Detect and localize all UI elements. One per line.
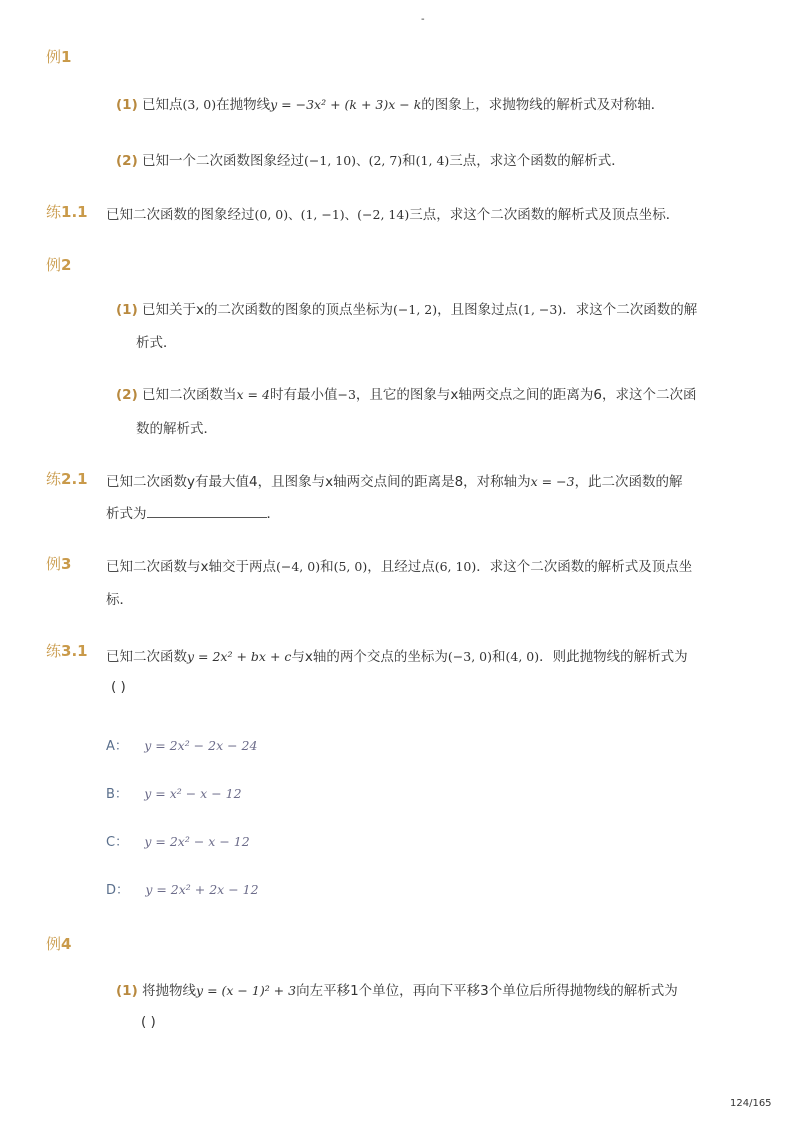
example-tag: 例 bbox=[46, 256, 62, 274]
math-point: (1, −3) bbox=[518, 302, 563, 317]
practice-2-1-label bbox=[46, 468, 88, 489]
example-tag: 例 bbox=[46, 48, 62, 66]
practice-1-1-text bbox=[106, 203, 679, 223]
header-mark: - bbox=[421, 14, 425, 25]
answer-paren[interactable]: ( ) bbox=[111, 679, 126, 695]
example-3-text bbox=[106, 555, 692, 575]
text: ，且它的图象与x轴两交点之间的距离为6，求这个二次函 bbox=[355, 387, 697, 403]
ex2-part2 bbox=[116, 383, 696, 403]
text: ，且图象过点 bbox=[437, 302, 519, 318]
ex2-part1 bbox=[116, 298, 697, 318]
math-equation: y = 2x² + bx + c bbox=[187, 649, 292, 664]
part-index: (2) bbox=[116, 387, 138, 403]
text: ．求这个二次函数的解析式及顶点坐 bbox=[476, 559, 693, 575]
math-point: (5, 0) bbox=[333, 559, 368, 574]
example-1-label bbox=[46, 46, 71, 67]
text: 的图象上，求抛物线的解析式及对称轴． bbox=[421, 97, 665, 113]
example-3-cont: 标． bbox=[106, 592, 133, 608]
part-index: (1) bbox=[116, 302, 138, 318]
example-number: 4 bbox=[61, 935, 72, 953]
text: ，且经过点 bbox=[367, 559, 435, 575]
text: 向左平移1个单位，再向下平移3个单位后所得抛物线的解析式为 bbox=[296, 983, 678, 999]
option-a[interactable] bbox=[106, 735, 257, 754]
text: 和 bbox=[402, 153, 416, 169]
text: 和 bbox=[320, 559, 334, 575]
text: 已知二次函数的图象经过 bbox=[106, 207, 255, 223]
text: ． bbox=[266, 506, 280, 522]
practice-number: 3.1 bbox=[61, 642, 88, 660]
text: 三点，求这个函数的解析式． bbox=[449, 153, 625, 169]
practice-tag: 练 bbox=[46, 203, 62, 221]
practice-3-1-text bbox=[106, 645, 688, 665]
part-index: (1) bbox=[116, 97, 138, 113]
text: 将抛物线 bbox=[142, 983, 197, 999]
ex2-part1-cont: 析式． bbox=[136, 335, 177, 351]
text: 析式为 bbox=[106, 506, 147, 522]
practice-3-1-label bbox=[46, 640, 88, 661]
ex4-part1 bbox=[116, 979, 678, 999]
option-label: D： bbox=[106, 883, 130, 898]
text: 已知一个二次函数图象经过 bbox=[142, 153, 305, 169]
text: 已知二次函数 bbox=[106, 649, 187, 665]
practice-number: 2.1 bbox=[61, 470, 88, 488]
text: 与x轴的两个交点的坐标为 bbox=[291, 649, 448, 665]
practice-2-1-cont bbox=[106, 502, 280, 522]
math-equation: y = (x − 1)² + 3 bbox=[196, 983, 297, 998]
text: 和 bbox=[491, 649, 506, 665]
math-point: (−4, 0) bbox=[276, 559, 321, 574]
option-c[interactable] bbox=[106, 831, 250, 850]
text: 时有最小值 bbox=[269, 387, 338, 403]
practice-1-1-label bbox=[46, 201, 88, 222]
option-text: y = 2x² − x − 12 bbox=[144, 834, 250, 849]
part-index: (1) bbox=[116, 983, 138, 999]
text: 已知二次函数与x轴交于两点 bbox=[106, 559, 276, 575]
example-3-label bbox=[46, 553, 71, 574]
answer-blank[interactable] bbox=[147, 505, 267, 518]
practice-number: 1.1 bbox=[61, 203, 88, 221]
practice-tag: 练 bbox=[46, 470, 62, 488]
text: ，此二次函数的解 bbox=[574, 474, 683, 490]
option-text: y = 2x² − 2x − 24 bbox=[144, 738, 258, 753]
math-point: (3, 0) bbox=[182, 97, 217, 112]
option-label: B： bbox=[106, 787, 128, 802]
example-number: 1 bbox=[61, 48, 72, 66]
text: 已知点 bbox=[142, 97, 183, 113]
example-tag: 例 bbox=[46, 555, 62, 573]
part-index: (2) bbox=[116, 153, 138, 169]
example-4-label bbox=[46, 933, 71, 954]
text: 已知二次函数当 bbox=[142, 387, 237, 403]
math-point: (4, 0) bbox=[505, 649, 540, 664]
text: 已知二次函数y有最大值4，且图象与x轴两交点间的距离是8，对称轴为 bbox=[106, 474, 531, 490]
option-text: y = 2x² + 2x − 12 bbox=[145, 882, 259, 897]
text: ．则此抛物线的解析式为 bbox=[539, 649, 688, 665]
option-d[interactable] bbox=[106, 879, 259, 898]
math-point: (−1, 2) bbox=[393, 302, 438, 317]
example-number: 3 bbox=[61, 555, 72, 573]
math-equation: x = −3 bbox=[530, 474, 575, 489]
option-text: y = x² − x − 12 bbox=[144, 786, 242, 801]
answer-paren[interactable]: ( ) bbox=[141, 1014, 156, 1030]
ex1-part2 bbox=[116, 149, 625, 169]
example-2-label bbox=[46, 254, 71, 275]
text: 在抛物线 bbox=[216, 97, 271, 113]
practice-tag: 练 bbox=[46, 642, 62, 660]
math-equation: y = −3x² + (k + 3)x − k bbox=[270, 97, 422, 112]
text: ．求这个二次函数的解 bbox=[562, 302, 698, 318]
option-label: A： bbox=[106, 739, 128, 754]
text: 已知关于x的二次函数的图象的顶点坐标为 bbox=[142, 302, 394, 318]
math-points: (−1, 10)、(2, 7) bbox=[304, 153, 403, 168]
math-point: (1, 4) bbox=[415, 153, 450, 168]
math-point: (6, 10) bbox=[434, 559, 477, 574]
example-number: 2 bbox=[61, 256, 72, 274]
math-point: (−3, 0) bbox=[447, 649, 492, 664]
option-b[interactable] bbox=[106, 783, 242, 802]
example-tag: 例 bbox=[46, 935, 62, 953]
math-equation: x = 4 bbox=[236, 387, 270, 402]
option-label: C： bbox=[106, 835, 129, 850]
practice-2-1-text bbox=[106, 470, 683, 490]
page-number: 124/165 bbox=[730, 1098, 772, 1109]
ex1-part1 bbox=[116, 93, 664, 113]
math-value: −3 bbox=[337, 387, 356, 402]
ex2-part2-cont: 数的解析式． bbox=[136, 421, 217, 437]
math-points: (0, 0)、(1, −1)、(−2, 14) bbox=[254, 207, 410, 222]
text: 三点，求这个二次函数的解析式及顶点坐标． bbox=[409, 207, 680, 223]
